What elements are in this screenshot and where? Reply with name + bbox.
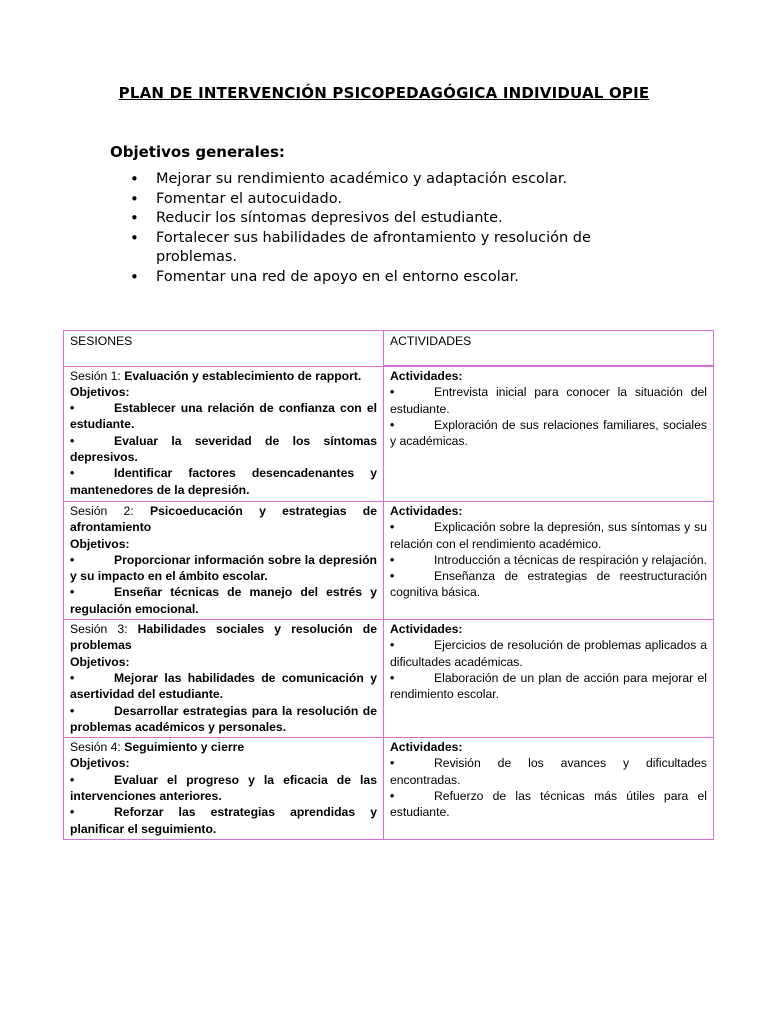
session-name: Evaluación y establecimiento de rapport.: [124, 368, 362, 383]
bullet-icon: •: [390, 670, 395, 685]
session-activity: • Entrevista inicial para conocer la situación del estudiante.: [390, 385, 707, 416]
general-objective-item: • Fortalecer sus habilidades de afrontamiento y resolución de problemas.: [130, 229, 650, 268]
session-name: Psicoeducación y estrategias de afrontamiento: [70, 504, 377, 535]
session-title: [70, 368, 377, 384]
session-objective: • Enseñar técnicas de manejo del estrés y regulación emocional.: [70, 585, 377, 616]
bullet-icon: •: [70, 552, 75, 567]
bullet-icon: •: [70, 466, 75, 481]
session-activity: • Explicación sobre la depresión, sus síntomas y su relación con el rendimiento académico.: [390, 520, 707, 551]
actividades-label: Actividades:: [390, 622, 463, 637]
bullet-icon: •: [70, 670, 75, 685]
general-objective-item: • Reducir los síntomas depresivos del estudiante.: [130, 209, 650, 229]
objetivos-label: Objetivos:: [70, 384, 130, 399]
objectives-heading: Objetivos generales:: [110, 143, 285, 161]
bullet-icon: •: [70, 805, 75, 820]
session-objective: • Identificar factores desencadenantes y mantenedores de la depresión.: [70, 466, 377, 497]
bullet-icon: •: [70, 433, 75, 448]
session-cell: [64, 620, 384, 738]
session-activity: • Ejercicios de resolución de problemas aplicados a dificultades académicas.: [390, 638, 707, 669]
session-title: [70, 621, 377, 654]
bullet-icon: •: [390, 385, 395, 400]
general-objectives-list: [130, 170, 650, 287]
session-objective: • Desarrollar estrategias para la resolución de problemas académicos y personales.: [70, 703, 377, 734]
bullet-icon: •: [70, 585, 75, 600]
session-cell: [64, 738, 384, 840]
session-name: Habilidades sociales y resolución de problemas: [70, 622, 377, 653]
bullet-icon: •: [390, 638, 395, 653]
bullet-icon: •: [390, 756, 395, 771]
intervention-table: [63, 330, 714, 840]
header-actividades: ACTIVIDADES: [384, 331, 714, 367]
session-label: Sesión 2:: [70, 504, 134, 518]
activities-cell: [384, 502, 714, 620]
session-activity: • Introducción a técnicas de respiración y relajación.: [390, 552, 708, 567]
document-title: PLAN DE INTERVENCIÓN PSICOPEDAGÓGICA INDIVIDUAL OPIE: [118, 84, 650, 102]
session-activity: • Exploración de sus relaciones familiares, sociales y académicas.: [390, 417, 707, 449]
bullet-icon: •: [70, 772, 75, 787]
session-activity: • Refuerzo de las técnicas más útiles para el estudiante.: [390, 789, 707, 820]
bullet-icon: •: [70, 703, 75, 718]
table-row: [64, 620, 714, 738]
table-header-row: [64, 331, 714, 367]
objetivos-label: Objetivos:: [70, 536, 130, 551]
general-objective-item: • Fomentar una red de apoyo en el entorno escolar.: [130, 268, 650, 288]
bullet-icon: •: [390, 789, 395, 804]
table-row: [64, 502, 714, 620]
session-label: Sesión 4:: [70, 740, 121, 755]
header-sesiones: SESIONES: [64, 331, 384, 367]
activities-cell: [384, 738, 714, 840]
session-activity: • Revisión de los avances y dificultades encontradas.: [390, 756, 707, 787]
session-objective: • Reforzar las estrategias aprendidas y planificar el seguimiento.: [70, 805, 377, 836]
actividades-label: Actividades:: [390, 740, 463, 755]
session-title: [70, 503, 377, 536]
bullet-icon: •: [390, 569, 395, 584]
bullet-icon: •: [390, 552, 395, 567]
session-label: Sesión 3:: [70, 622, 128, 637]
session-title: [70, 739, 377, 755]
session-label: Sesión 1:: [70, 368, 121, 383]
session-objective: • Evaluar la severidad de los síntomas depresivos.: [70, 433, 377, 464]
general-objective-item: • Mejorar su rendimiento académico y adaptación escolar.: [130, 170, 650, 190]
session-objective: • Establecer una relación de confianza con el estudiante.: [70, 401, 377, 432]
objetivos-label: Objetivos:: [70, 654, 130, 669]
table-row: [64, 738, 714, 840]
general-objective-item: • Fomentar el autocuidado.: [130, 190, 650, 210]
table-row: [64, 366, 714, 502]
session-cell: [64, 502, 384, 620]
activities-cell: [384, 366, 714, 502]
actividades-label: Actividades:: [390, 369, 463, 383]
session-cell: [64, 366, 384, 502]
session-objective: • Proporcionar información sobre la depresión y su impacto en el ámbito escolar.: [70, 552, 377, 584]
activities-cell: [384, 620, 714, 738]
bullet-icon: •: [390, 417, 395, 432]
session-name: Seguimiento y cierre: [124, 740, 245, 755]
session-activity: • Enseñanza de estrategias de reestructuración cognitiva básica.: [390, 569, 707, 600]
bullet-icon: •: [390, 520, 395, 535]
session-objective: • Evaluar el progreso y la eficacia de las intervenciones anteriores.: [70, 772, 377, 804]
objetivos-label: Objetivos:: [70, 756, 130, 771]
actividades-label: Actividades:: [390, 504, 463, 518]
session-objective: • Mejorar las habilidades de comunicación y asertividad del estudiante.: [70, 670, 377, 702]
session-activity: • Elaboración de un plan de acción para mejorar el rendimiento escolar.: [390, 670, 707, 702]
bullet-icon: •: [70, 401, 75, 416]
